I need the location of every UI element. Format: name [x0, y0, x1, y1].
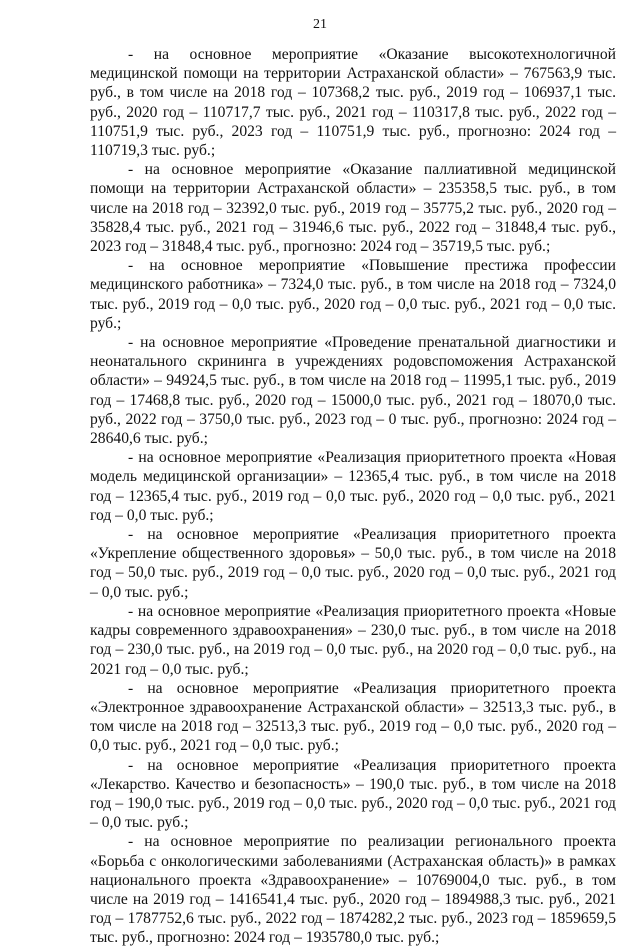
paragraph-public-health: - на основное мероприятие «Реализация приоритетного проекта «Укрепление общественного здоровья» – 50,0 тыс. руб., в том числе на 2018 год – 50,0 тыс. руб., 2019 год – 0,0 тыс. руб., 2020 год – 0,0 тыс. руб., 2021 год – 0,0 тыс. руб.;	[90, 526, 616, 601]
page-number: 21	[313, 17, 327, 32]
paragraph-new-model-medical-org: - на основное мероприятие «Реализация приоритетного проекта «Новая модель медицинской организации» – 12365,4 тыс. руб., в том числе на 2018 год – 12365,4 тыс. руб., 2019 год – 0,0 тыс. руб., 2020 год – 0,0 тыс. руб., 2021 год – 0,0 тыс. руб.;	[90, 449, 616, 524]
paragraph-oncology-project: - на основное мероприятие по реализации регионального проекта «Борьба с онкологическими заболеваниями (Астраханская область)» в рамках национального проекта «Здравоохранение» – 10769004,0 тыс. руб., в том числе на 2019 год – 1416541,4 тыс. руб., 2020 год – 1894988,3 тыс. руб., 2021 год – 1787752,6 тыс. руб., 2022 год – 1874282,2 тыс. руб., 2023 год – 1859659,5 тыс. руб., прогнозно: 2024 год – 1935780,0 тыс. руб.;	[90, 833, 616, 947]
paragraph-prenatal-diagnostics: - на основное мероприятие «Проведение пренатальной диагностики и неонатального скрининга в учреждениях родовспоможения Астраханской области» – 94924,5 тыс. руб., в том числе на 2018 год – 11995,1 тыс. руб., 2019 год – 17468,8 тыс. руб., 2020 год – 15000,0 тыс. руб., 2021 год – 18070,0 тыс. руб., 2022 год – 3750,0 тыс. руб., 2023 год – 0 тыс. руб., прогнозно: 2024 год – 28640,6 тыс. руб.;	[90, 334, 616, 448]
paragraph-high-tech-care: - на основное мероприятие «Оказание высокотехнологичной медицинской помощи на территории Астраханской области» – 767563,9 тыс. руб., в том числе на 2018 год – 107368,2 тыс. руб., 2019 год – 106937,1 тыс. руб., 2020 год – 110717,7 тыс. руб., 2021 год – 110317,8 тыс. руб., 2022 год – 110751,9 тыс. руб., 2023 год – 110751,9 тыс. руб., прогнозно: 2024 год – 110719,3 тыс. руб.;	[90, 46, 616, 160]
paragraph-medicine-quality: - на основное мероприятие «Реализация приоритетного проекта «Лекарство. Качество и безопасность» – 190,0 тыс. руб., в том числе на 2018 год – 190,0 тыс. руб., 2019 год – 0,0 тыс. руб., 2020 год – 0,0 тыс. руб., 2021 год – 0,0 тыс. руб.;	[90, 756, 616, 832]
document-body	[90, 45, 616, 948]
paragraph-profession-prestige: - на основное мероприятие «Повышение престижа профессии медицинского работника» – 7324,0 тыс. руб., в том числе на 2018 год – 7324,0 тыс. руб., 2019 год – 0,0 тыс. руб., 2020 год – 0,0 тыс. руб., 2021 год – 0,0 тыс. руб.;	[90, 257, 616, 332]
paragraph-e-health: - на основное мероприятие «Реализация приоритетного проекта «Электронное здравоохранение Астраханской области» – 32513,3 тыс. руб., в том числе на 2018 год – 32513,3 тыс. руб., 2019 год – 0,0 тыс. руб., 2020 год – 0,0 тыс. руб., 2021 год – 0,0 тыс. руб.;	[90, 679, 616, 755]
paragraph-new-healthcare-staff: - на основное мероприятие «Реализация приоритетного проекта «Новые кадры современного здравоохранения» – 230,0 тыс. руб., в том числе на 2018 год – 230,0 тыс. руб., на 2019 год – 0,0 тыс. руб., на 2020 год – 0,0 тыс. руб., на 2021 год – 0,0 тыс. руб.;	[90, 602, 616, 678]
paragraph-palliative-care: - на основное мероприятие «Оказание паллиативной медицинской помощи на территории Астраханской области» – 235358,5 тыс. руб., в том числе на 2018 год – 32392,0 тыс. руб., 2019 год – 35775,2 тыс. руб., 2020 год – 35828,4 тыс. руб., 2021 год – 31946,6 тыс. руб., 2022 год – 31848,4 тыс. руб., 2023 год – 31848,4 тыс. руб., прогнозно: 2024 год – 35719,5 тыс. руб.;	[90, 161, 616, 256]
